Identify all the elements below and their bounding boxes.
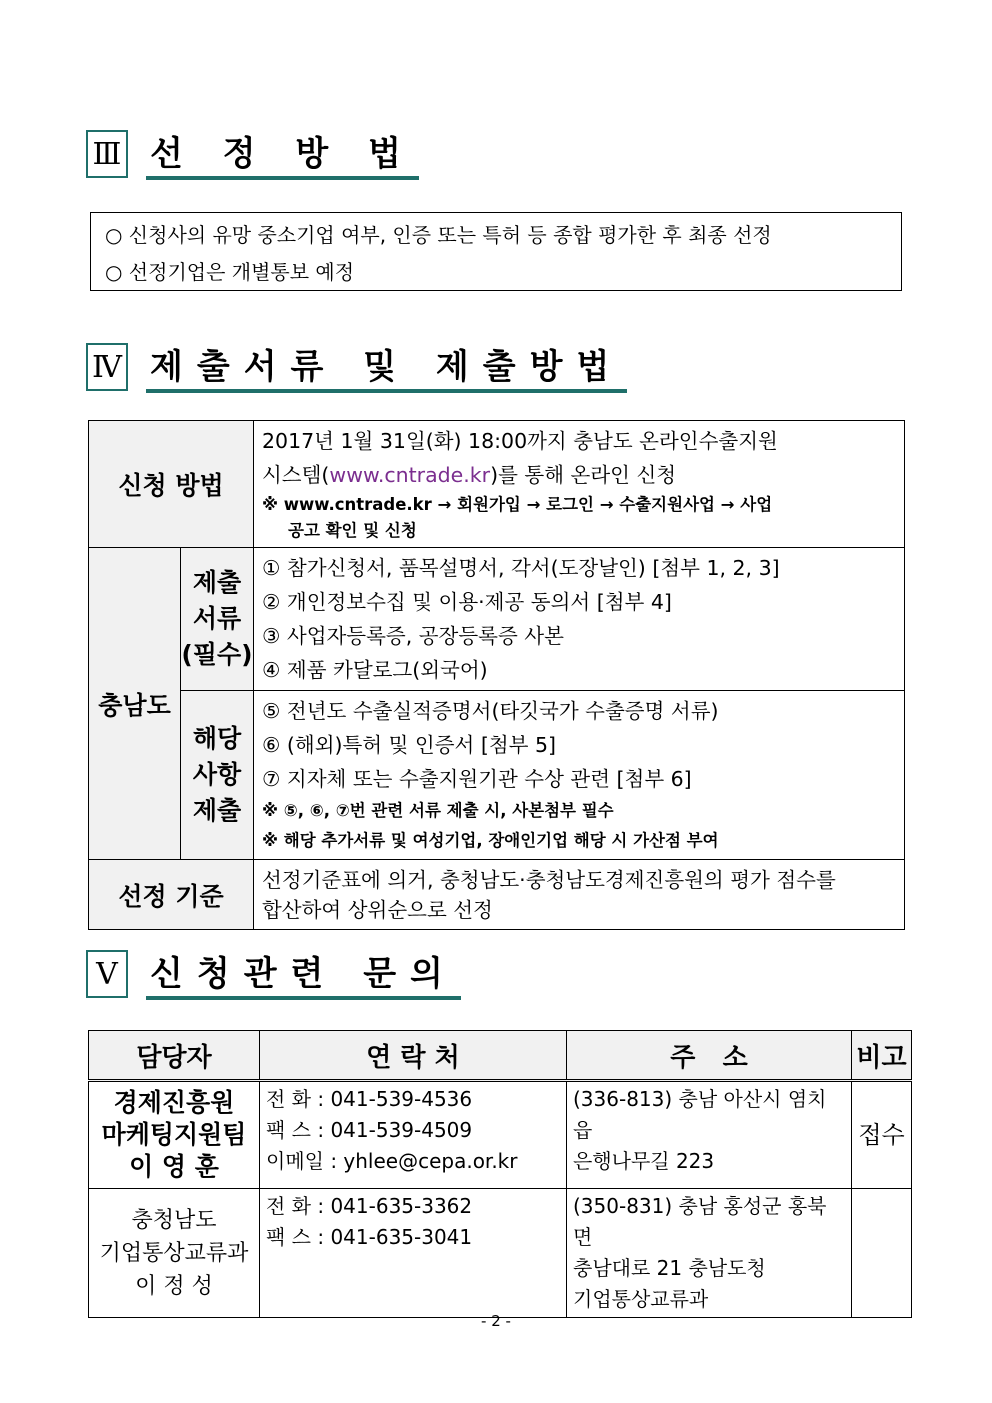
contact-person — [89, 1081, 260, 1189]
note-line: ※ ⑤, ⑥, ⑦번 관련 서류 제출 시, 사본첨부 필수 — [262, 801, 614, 820]
apply-method-label: 신청 방법 — [89, 421, 254, 548]
text-line: 은행나무길 223 — [573, 1149, 715, 1173]
section-title: 신청관련 문의 — [146, 950, 461, 1000]
table-row — [89, 1189, 912, 1318]
header-cell: 연 락 처 — [260, 1031, 567, 1081]
chungnam-label: 충남도 — [89, 548, 181, 860]
header-cell: 주 소 — [567, 1031, 852, 1081]
address — [567, 1081, 852, 1189]
apply-method-content — [254, 421, 905, 548]
header-cell: 담당자 — [89, 1031, 260, 1081]
section-number: Ⅲ — [86, 130, 128, 178]
contact-info — [260, 1189, 567, 1318]
section-5-heading — [86, 950, 461, 1000]
note-line: 공고 확인 및 신청 — [288, 521, 417, 540]
criteria-content — [254, 860, 905, 930]
text-line: 기업통상교류과 — [99, 1240, 249, 1266]
section-4-heading — [86, 343, 627, 393]
label-line: 사항 — [192, 760, 242, 789]
text-span: 시스템( — [262, 463, 330, 487]
text-line: 기업통상교류과 — [573, 1287, 709, 1311]
contact-person — [89, 1189, 260, 1318]
list-item: ⑤ 전년도 수출실적증명서(타깃국가 수출증명 서류) — [262, 699, 719, 723]
text-line: 이 영 훈 — [129, 1152, 219, 1181]
section-number: Ⅳ — [86, 343, 128, 391]
required-docs-label — [181, 548, 254, 691]
text-line: 충남대로 21 충남도청 — [573, 1256, 766, 1280]
phone-text: 전 화 : 041-539-4536 — [266, 1087, 473, 1111]
section-title: 선 정 방 법 — [146, 130, 419, 180]
section-number: Ⅴ — [86, 950, 128, 998]
required-docs-list — [254, 548, 905, 691]
label-line: 해당 — [192, 724, 242, 753]
optional-docs-label — [181, 691, 254, 860]
optional-docs-list — [254, 691, 905, 860]
remark — [852, 1189, 912, 1318]
list-item: ○ 신청사의 유망 중소기업 여부, 인증 또는 특허 등 종합 평가한 후 최종 선정 — [105, 223, 772, 247]
label-line: 제출 — [192, 568, 242, 597]
note-line: ※ www.cntrade.kr → 회원가입 → 로그인 → 수출지원사업 → 사업 — [262, 495, 773, 514]
remark: 접수 — [852, 1081, 912, 1189]
header-cell: 비고 — [852, 1031, 912, 1081]
text-line: 마케팅지원팀 — [101, 1120, 247, 1149]
list-item: ① 참가신청서, 품목설명서, 각서(도장날인) [첨부 1, 2, 3] — [262, 556, 780, 580]
text-line — [262, 458, 896, 492]
address — [567, 1189, 852, 1318]
selection-method-box — [90, 212, 902, 291]
list-item: ② 개인정보수집 및 이용·제공 동의서 [첨부 4] — [262, 590, 672, 614]
label-line: 제출 — [192, 796, 242, 825]
contact-info — [260, 1081, 567, 1189]
section-3-heading — [86, 130, 419, 180]
fax-text: 팩 스 : 041-539-4509 — [266, 1118, 473, 1142]
criteria-label: 선정 기준 — [89, 860, 254, 930]
list-item: ③ 사업자등록증, 공장등록증 사본 — [262, 624, 564, 648]
phone-text: 전 화 : 041-635-3362 — [266, 1194, 473, 1218]
label-line: (필수) — [181, 640, 253, 669]
email-text[interactable]: 이메일 : yhlee@cepa.or.kr — [266, 1149, 518, 1173]
fax-text: 팩 스 : 041-635-3041 — [266, 1225, 473, 1249]
contact-table — [88, 1030, 912, 1318]
text-span: )를 통해 온라인 신청 — [490, 463, 677, 487]
text-line: 이 정 성 — [135, 1273, 213, 1299]
table-row — [89, 1081, 912, 1189]
label-line: 서류 — [192, 604, 242, 633]
list-item: ○ 선정기업은 개별통보 예정 — [105, 260, 355, 284]
list-item: ④ 제품 카달로그(외국어) — [262, 658, 488, 682]
text-line: 2017년 1월 31일(화) 18:00까지 충남도 온라인수출지원 — [262, 429, 778, 453]
page-number: - 2 - — [481, 1312, 511, 1330]
text-line: 합산하여 상위순으로 선정 — [262, 897, 493, 922]
text-line: (336-813) 충남 아산시 염치읍 — [573, 1087, 827, 1142]
note-line: ※ 해당 추가서류 및 여성기업, 장애인기업 해당 시 가산점 부여 — [262, 831, 719, 850]
text-line: 선정기준표에 의거, 충청남도·충청남도경제진흥원의 평가 점수를 — [262, 867, 836, 892]
list-item: ⑦ 지자체 또는 수출지원기관 수상 관련 [첨부 6] — [262, 767, 692, 791]
submission-table — [88, 420, 905, 930]
text-line: 경제진흥원 — [113, 1088, 235, 1117]
section-title: 제출서류 및 제출방법 — [146, 343, 627, 393]
text-line: (350-831) 충남 홍성군 홍북면 — [573, 1194, 827, 1249]
text-line: 충청남도 — [131, 1207, 217, 1233]
website-link[interactable]: www.cntrade.kr — [329, 463, 491, 487]
list-item: ⑥ (해외)특허 및 인증서 [첨부 5] — [262, 733, 557, 757]
